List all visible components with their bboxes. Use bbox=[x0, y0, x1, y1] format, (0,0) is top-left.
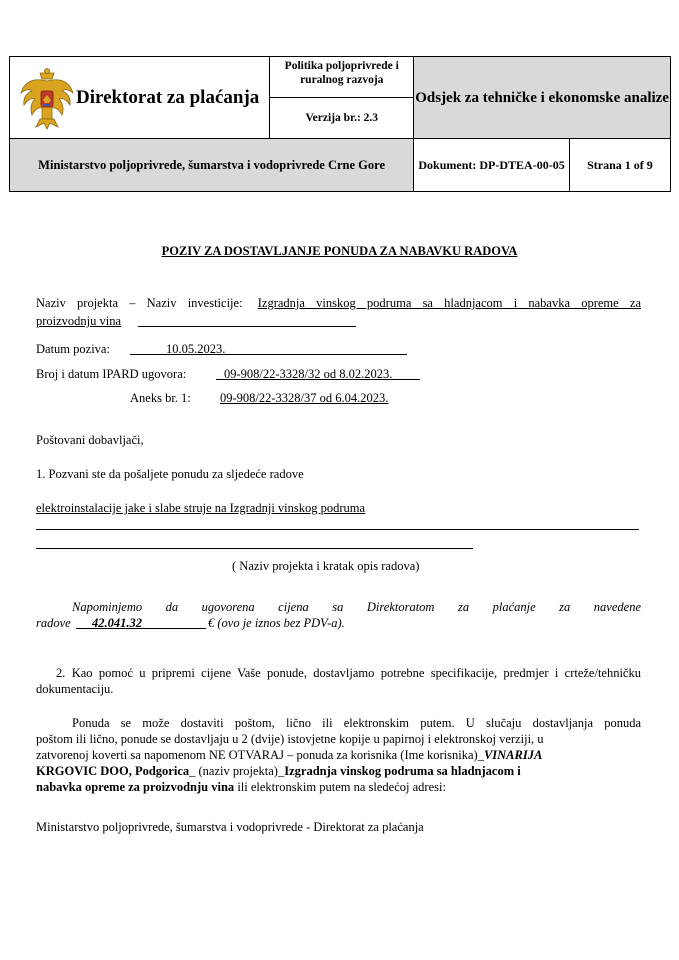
beneficiary-name-2: KRGOVIC DOO, Podgorica bbox=[36, 764, 190, 778]
policy-cell bbox=[270, 57, 414, 139]
org-title-cell bbox=[10, 57, 270, 139]
fill-line bbox=[138, 326, 356, 327]
date-value: 10.05.2023. bbox=[166, 342, 226, 356]
note-line-2 bbox=[36, 615, 71, 631]
contract-label: Broj i datum IPARD ugovora: bbox=[36, 367, 187, 381]
note-suffix: € (ovo je iznos bez PDV-a). bbox=[208, 616, 345, 630]
works-description: elektroinstalacije jake i slabe struje na Izgradnji vinskog podruma bbox=[36, 501, 366, 515]
item-1-text: 1. Pozvani ste da pošaljete ponudu za sljedeće radove bbox=[36, 467, 304, 481]
delivery-address: Ministarstvo poljoprivrede, šumarstva i vodoprivrede - Direktorat za plaćanja bbox=[36, 820, 424, 834]
version-label: Verzija br.: 2.3 bbox=[305, 112, 379, 124]
delivery-line-3: zatvorenoj koverti sa napomenom NE OTVARAJ – ponuda za korisnika (Ime korisnika)_VINARIJA bbox=[36, 748, 543, 762]
project-value-1: Izgradnja vinskog podruma sa hladnjacom i nabavka opreme za bbox=[257, 296, 641, 310]
note-prefix: radove bbox=[36, 616, 71, 630]
delivery-line-2: poštom ili lično, ponude se dostavljaju u 2 (dvije) istovjetne kopije u papirnoj i elektronskoj verziji, u bbox=[36, 732, 544, 746]
greeting: Poštovani dobavljači, bbox=[36, 433, 144, 447]
coat-of-arms-icon bbox=[18, 67, 76, 131]
date-row bbox=[36, 341, 110, 357]
annex-label: Aneks br. 1: bbox=[130, 391, 191, 405]
contract-row bbox=[36, 366, 186, 382]
beneficiary-name-1: VINARIJA bbox=[483, 748, 543, 762]
document-header bbox=[9, 56, 671, 192]
project-line-1 bbox=[36, 295, 641, 311]
note-line-1: Napominjemo da ugovorena cijena sa Direktoratom za plaćanje za navedene bbox=[72, 600, 641, 614]
department-label: Odsjek za tehničke i ekonomske analize bbox=[414, 57, 671, 139]
delivery-text-5: ili elektronskim putem na sledećoj adresi: bbox=[237, 780, 446, 794]
delivery-line-5 bbox=[36, 779, 446, 795]
policy-label: Politika poljoprivrede i ruralnog razvoja bbox=[270, 57, 413, 98]
contract-value: 09-908/22-3328/32 od 8.02.2023. bbox=[224, 367, 393, 381]
page-number: Strana 1 of 9 bbox=[569, 139, 670, 192]
org-title: Direktorat za plaćanja bbox=[76, 86, 260, 108]
project-name-hint: (naziv projekta) bbox=[198, 764, 278, 778]
item-2-text: 2. Kao pomoć u pripremi cijene Vaše ponude, dostavljamo potrebne specifikacije, predmjer i crteže/tehničku dokumentaciju. bbox=[36, 666, 641, 696]
delivery-line-1: Ponuda se može dostaviti poštom, lično ili elektronskim putem. U slučaju dostavljanja ponuda bbox=[72, 716, 641, 730]
delivery-line-4: KRGOVIC DOO, Podgorica_ (naziv projekta)_Izgradnja vinskog podruma sa hladnjacom i bbox=[36, 764, 521, 778]
note-amount: 42.041.32 bbox=[92, 616, 142, 630]
annex-value: 09-908/22-3328/37 od 6.04.2023. bbox=[220, 391, 389, 405]
blank-line-2 bbox=[36, 548, 473, 549]
project-line-2 bbox=[36, 313, 121, 329]
works-row bbox=[36, 500, 365, 516]
blank-line-1 bbox=[36, 529, 639, 530]
project-name-1: Izgradnja vinskog podruma sa hladnjacom i bbox=[284, 764, 521, 778]
page-title: POZIV ZA DOSTAVLJANJE PONUDA ZA NABAVKU RADOVA bbox=[161, 244, 518, 258]
ministry-label: Ministarstvo poljoprivrede, šumarstva i vodoprivrede Crne Gore bbox=[10, 139, 414, 192]
document-number: Dokument: DP-DTEA-00-05 bbox=[414, 139, 570, 192]
delivery-text-3: zatvorenoj koverti sa napomenom NE OTVARAJ – ponuda za korisnika (Ime korisnika) bbox=[36, 748, 478, 762]
works-caption: ( Naziv projekta i kratak opis radova) bbox=[232, 559, 420, 573]
project-value-2: proizvodnju vina bbox=[36, 314, 122, 328]
project-label: Naziv projekta – Naziv investicije: bbox=[36, 296, 243, 310]
date-label: Datum poziva: bbox=[36, 342, 110, 356]
project-name-2: nabavka opreme za proizvodnju vina bbox=[36, 780, 235, 794]
